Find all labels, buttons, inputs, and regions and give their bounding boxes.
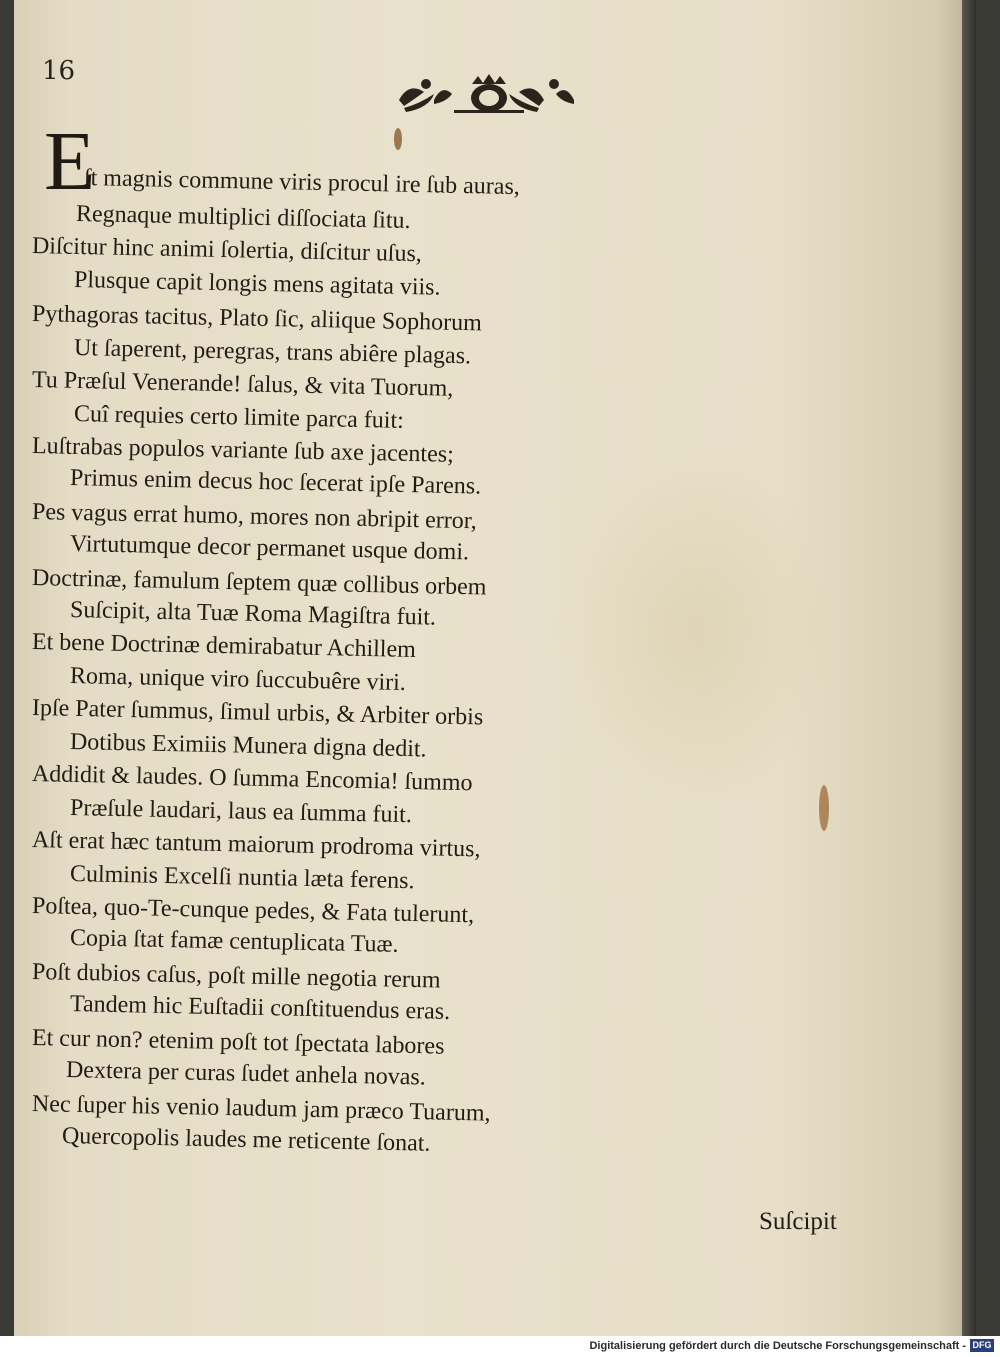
poem-line: ſt magnis commune viris procul ire ſub auras, (83, 165, 521, 201)
ink-blot (394, 128, 402, 150)
poem-line: Cuî requies certo limite parca fuit: (73, 401, 405, 434)
dfg-logo: DFG (970, 1339, 994, 1352)
book-edge (962, 0, 976, 1336)
poem-line: Culminis Excelſi nuntia læta ferens. (69, 861, 415, 895)
poem-line: Tu Præſul Venerande! ſalus, & vita Tuorum, (31, 367, 454, 402)
poem-line: Plusque capit longis mens agitata viis. (73, 267, 441, 301)
poem-line: Aſt erat hæc tantum maiorum prodroma virtus, (31, 827, 481, 863)
poem-line: Et cur non? etenim poſt tot ſpectata labores (31, 1025, 445, 1060)
poem-line: Virtutumque decor permanet usque domi. (69, 531, 470, 566)
poem-line: Doctrinæ, famulum ſeptem quæ collibus orbem (31, 565, 487, 601)
poem-line: Quercopolis laudes me reticente ſonat. (61, 1123, 431, 1157)
poem-line: Nec ſuper his venio laudum jam præco Tuarum, (31, 1091, 491, 1127)
poem-line: Et bene Doctrinæ demirabatur Achillem (31, 629, 417, 664)
poem-line: Ipſe Pater ſummus, ſimul urbis, & Arbiter orbis (31, 695, 484, 731)
page-number: 16 (42, 56, 76, 86)
ink-blot (819, 785, 829, 831)
poem-line: Pes vagus errat humo, mores non abripit error, (31, 499, 478, 535)
book-page (14, 0, 976, 1336)
poem-line: Dextera per curas ſudet anhela novas. (65, 1057, 427, 1091)
paper-stain (554, 450, 834, 810)
footer-credit: Digitalisierung gefördert durch die Deutsche Forschungsgemeinschaft - (589, 1340, 966, 1352)
printer-ornament-icon (394, 70, 584, 120)
poem-line: Regnaque multiplici diſſociata ſitu. (75, 201, 411, 235)
poem-line: Poſtea, quo-Te-cunque pedes, & Fata tulerunt, (31, 893, 475, 929)
poem-line: Ut ſaperent, peregras, trans abiêre plagas. (73, 335, 472, 370)
poem-line: Luſtrabas populos variante ſub axe jacentes; (31, 433, 455, 468)
poem-line: Addidit & laudes. O ſumma Encomia! ſummo (31, 761, 473, 797)
poem-line: Suſcipit, alta Tuæ Roma Magiſtra fuit. (69, 597, 437, 631)
poem-line: Copia ſtat famæ centuplicata Tuæ. (69, 925, 399, 958)
poem-line: Præſule laudari, laus ea ſumma fuit. (69, 795, 413, 829)
poem-line: Roma, unique viro ſuccubuêre viri. (69, 663, 407, 697)
poem-line: Primus enim decus hoc ſecerat ipſe Parens. (69, 465, 482, 500)
poem-line: Pythagoras tacitus, Plato ſic, aliique Sophorum (31, 301, 483, 337)
poem-line: Dotibus Eximiis Munera digna dedit. (69, 729, 427, 763)
poem-line: Poſt dubios caſus, poſt mille negotia rerum (31, 959, 441, 994)
drop-cap: E (44, 115, 96, 208)
poem-line: Tandem hic Euſtadii conſtituendus eras. (69, 991, 451, 1025)
poem-line: Diſcitur hinc animi ſolertia, diſcitur uſus, (31, 233, 423, 268)
catchword: Suſcipit (759, 1208, 837, 1235)
